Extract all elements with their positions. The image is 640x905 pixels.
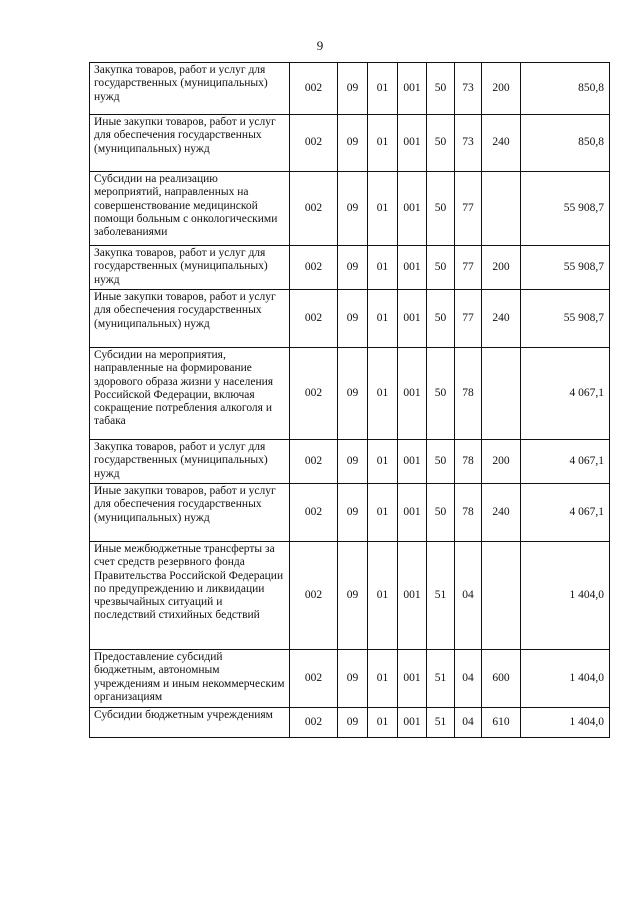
row-name: Субсидии на мероприятия, направленные на формирование здорового образа жизни у населения Российской Федерации, включая сокращение потребления алкоголя и табака — [90, 348, 290, 440]
section-code: 09 — [338, 172, 368, 246]
target-article-part3: 78 — [455, 440, 482, 484]
subsection-code: 01 — [368, 115, 398, 172]
target-article-part1: 001 — [398, 542, 427, 650]
expense-type-code: 200 — [482, 63, 521, 115]
section-code: 09 — [338, 484, 368, 542]
subsection-code: 01 — [368, 542, 398, 650]
budget-table-body — [90, 63, 610, 738]
target-article-part2: 51 — [427, 708, 455, 738]
amount: 4 067,1 — [521, 348, 610, 440]
table-row — [90, 542, 610, 650]
row-name: Закупка товаров, работ и услуг для государственных (муниципальных) нужд — [90, 246, 290, 290]
row-name: Иные межбюджетные трансферты за счет средств резервного фонда Правительства Российской Федерации по предупреждению и ликвидации чрезвычайных ситуаций и последствий стихийных бедствий — [90, 542, 290, 650]
grbs-code: 002 — [290, 542, 338, 650]
amount: 4 067,1 — [521, 440, 610, 484]
target-article-part1: 001 — [398, 708, 427, 738]
expense-type-code — [482, 172, 521, 246]
row-name: Иные закупки товаров, работ и услуг для обеспечения государственных (муниципальных) нужд — [90, 484, 290, 542]
target-article-part2: 50 — [427, 172, 455, 246]
grbs-code: 002 — [290, 708, 338, 738]
target-article-part2: 51 — [427, 542, 455, 650]
row-name: Закупка товаров, работ и услуг для государственных (муниципальных) нужд — [90, 63, 290, 115]
page-number: 9 — [316, 38, 324, 53]
row-name: Иные закупки товаров, работ и услуг для обеспечения государственных (муниципальных) нужд — [90, 290, 290, 348]
section-code: 09 — [338, 542, 368, 650]
target-article-part3: 73 — [455, 63, 482, 115]
table-row — [90, 708, 610, 738]
table-row — [90, 348, 610, 440]
target-article-part1: 001 — [398, 440, 427, 484]
amount: 850,8 — [521, 63, 610, 115]
grbs-code: 002 — [290, 484, 338, 542]
amount: 850,8 — [521, 115, 610, 172]
target-article-part2: 50 — [427, 348, 455, 440]
target-article-part1: 001 — [398, 484, 427, 542]
row-name: Закупка товаров, работ и услуг для государственных (муниципальных) нужд — [90, 440, 290, 484]
target-article-part2: 50 — [427, 440, 455, 484]
target-article-part3: 73 — [455, 115, 482, 172]
grbs-code: 002 — [290, 246, 338, 290]
grbs-code: 002 — [290, 348, 338, 440]
subsection-code: 01 — [368, 708, 398, 738]
expense-type-code: 240 — [482, 115, 521, 172]
subsection-code: 01 — [368, 650, 398, 708]
target-article-part2: 50 — [427, 63, 455, 115]
section-code: 09 — [338, 290, 368, 348]
amount: 1 404,0 — [521, 708, 610, 738]
grbs-code: 002 — [290, 63, 338, 115]
target-article-part2: 50 — [427, 484, 455, 542]
section-code: 09 — [338, 348, 368, 440]
subsection-code: 01 — [368, 484, 398, 542]
amount: 4 067,1 — [521, 484, 610, 542]
table-row — [90, 650, 610, 708]
amount: 1 404,0 — [521, 650, 610, 708]
target-article-part2: 50 — [427, 246, 455, 290]
section-code: 09 — [338, 63, 368, 115]
target-article-part3: 78 — [455, 348, 482, 440]
expense-type-code: 600 — [482, 650, 521, 708]
amount: 55 908,7 — [521, 172, 610, 246]
table-row — [90, 246, 610, 290]
table-row — [90, 484, 610, 542]
target-article-part3: 04 — [455, 650, 482, 708]
grbs-code: 002 — [290, 115, 338, 172]
expense-type-code: 610 — [482, 708, 521, 738]
target-article-part1: 001 — [398, 115, 427, 172]
table-row — [90, 63, 610, 115]
row-name: Субсидии на реализацию мероприятий, направленных на совершенствование медицинской помощи больным с онкологическими заболеваниями — [90, 172, 290, 246]
grbs-code: 002 — [290, 650, 338, 708]
subsection-code: 01 — [368, 348, 398, 440]
subsection-code: 01 — [368, 172, 398, 246]
grbs-code: 002 — [290, 172, 338, 246]
target-article-part3: 77 — [455, 290, 482, 348]
table-row — [90, 440, 610, 484]
grbs-code: 002 — [290, 440, 338, 484]
target-article-part2: 51 — [427, 650, 455, 708]
grbs-code: 002 — [290, 290, 338, 348]
expense-type-code — [482, 348, 521, 440]
target-article-part3: 04 — [455, 542, 482, 650]
budget-table — [89, 62, 610, 738]
section-code: 09 — [338, 708, 368, 738]
target-article-part1: 001 — [398, 172, 427, 246]
target-article-part3: 04 — [455, 708, 482, 738]
section-code: 09 — [338, 650, 368, 708]
target-article-part1: 001 — [398, 63, 427, 115]
table-row — [90, 115, 610, 172]
row-name: Предоставление субсидий бюджетным, автономным учреждениям и иным некоммерческим организациям — [90, 650, 290, 708]
expense-type-code — [482, 542, 521, 650]
amount: 55 908,7 — [521, 290, 610, 348]
section-code: 09 — [338, 246, 368, 290]
row-name: Иные закупки товаров, работ и услуг для обеспечения государственных (муниципальных) нужд — [90, 115, 290, 172]
target-article-part3: 77 — [455, 246, 482, 290]
target-article-part1: 001 — [398, 246, 427, 290]
amount: 1 404,0 — [521, 542, 610, 650]
expense-type-code: 240 — [482, 290, 521, 348]
target-article-part1: 001 — [398, 290, 427, 348]
expense-type-code: 200 — [482, 246, 521, 290]
expense-type-code: 200 — [482, 440, 521, 484]
expense-type-code: 240 — [482, 484, 521, 542]
subsection-code: 01 — [368, 63, 398, 115]
target-article-part2: 50 — [427, 290, 455, 348]
target-article-part3: 77 — [455, 172, 482, 246]
target-article-part3: 78 — [455, 484, 482, 542]
amount: 55 908,7 — [521, 246, 610, 290]
table-row — [90, 172, 610, 246]
subsection-code: 01 — [368, 246, 398, 290]
subsection-code: 01 — [368, 440, 398, 484]
section-code: 09 — [338, 440, 368, 484]
target-article-part1: 001 — [398, 348, 427, 440]
row-name: Субсидии бюджетным учреждениям — [90, 708, 290, 738]
section-code: 09 — [338, 115, 368, 172]
target-article-part2: 50 — [427, 115, 455, 172]
table-row — [90, 290, 610, 348]
target-article-part1: 001 — [398, 650, 427, 708]
subsection-code: 01 — [368, 290, 398, 348]
